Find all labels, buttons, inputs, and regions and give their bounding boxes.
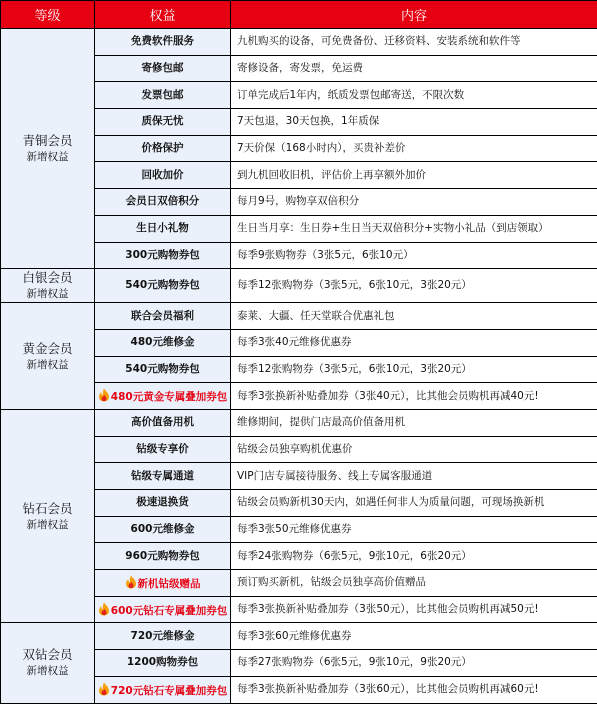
content-cell: 每季3张50元维修优惠券 [231,516,597,543]
benefit-cell [95,29,231,56]
content-cell: 泰莱、大疆、任天堂联合优惠礼包 [231,303,597,330]
tier-subtitle: 新增权益 [1,358,94,373]
content-cell: 到九机回收旧机，评估价上再享额外加价 [231,162,597,189]
fire-icon [98,602,110,616]
benefit-label: 质保无忧 [142,115,184,127]
content-cell: 每季24张购物券（6张5元，9张10元，6张20元） [231,543,597,570]
benefit-cell [95,650,231,677]
tier-name: 黄金会员 [1,340,94,358]
content-cell: 每季3张换新补贴叠加券（3张60元），比其他会员购机再减60元! [231,676,597,703]
benefit-cell [95,109,231,136]
benefit-label: 发票包邮 [142,89,184,101]
benefit-cell [95,543,231,570]
content-cell: 每季3张60元维修优惠券 [231,623,597,650]
benefit-label: 极速退换货 [136,496,189,508]
benefit-label: 回收加价 [142,169,184,181]
benefit-label: 生日小礼物 [136,222,189,234]
table-row [1,409,597,436]
table-row [1,623,597,650]
tier-name: 青铜会员 [1,132,94,150]
tier-name: 白银会员 [1,269,94,287]
benefit-label: 联合会员福利 [131,310,194,322]
benefit-cell [95,303,231,330]
fire-icon [125,575,137,589]
tier-name: 钻石会员 [1,500,94,518]
header-benefit: 权益 [95,1,231,29]
benefit-label: 480元黄金专属叠加券包 [111,391,227,403]
benefit-label: 300元购物券包 [125,249,199,261]
content-cell: 维修期间，提供门店最高价值备用机 [231,409,597,436]
benefit-label: 720元钻石专属叠加券包 [111,685,227,697]
benefit-label: 价格保护 [142,142,184,154]
header-content: 内容 [231,1,597,29]
benefit-cell [95,570,231,597]
content-cell: 每季12张购物券（3张5元，6张10元，3张20元） [231,269,597,303]
benefit-cell [95,215,231,242]
content-cell: 生日当月享：生日券+生日当天双倍积分+实物小礼品（到店领取） [231,215,597,242]
tier-level-cell [1,269,95,303]
tier-level-cell [1,409,95,623]
tier-subtitle: 新增权益 [1,664,94,679]
benefit-label: 钻级专属通道 [131,470,194,482]
benefit-label: 600元钻石专属叠加券包 [111,605,227,617]
tier-name: 双钻会员 [1,646,94,664]
content-cell: 寄修设备，寄发票，免运费 [231,55,597,82]
benefit-cell [95,242,231,269]
content-cell: 每季3张换新补贴叠加券（3张50元），比其他会员购机再减50元! [231,596,597,623]
table-row [1,303,597,330]
benefit-cell [95,463,231,490]
benefit-cell [95,676,231,703]
benefit-cell [95,55,231,82]
benefit-cell [95,516,231,543]
benefit-cell [95,329,231,356]
benefit-cell [95,269,231,303]
content-cell: 每季27张购物券（6张5元，9张10元，9张20元） [231,650,597,677]
benefit-cell [95,623,231,650]
content-cell: 九机购买的设备，可免费备份、迁移资料、安装系统和软件等 [231,29,597,56]
benefit-label: 960元购物券包 [125,550,199,562]
benefit-label: 600元维修金 [131,523,195,535]
benefit-label: 免费软件服务 [131,35,194,47]
tier-subtitle: 新增权益 [1,287,94,302]
benefit-label: 会员日双倍积分 [126,195,200,207]
benefit-label: 720元维修金 [131,630,195,642]
header-row [1,1,597,29]
content-cell: 钻级会员购新机30天内，如遇任何非人为质量问题，可现场换新机 [231,490,597,517]
content-cell: 每月9号，购物享双倍积分 [231,189,597,216]
benefit-label: 新机钻级赠品 [138,578,201,590]
table-row [1,29,597,56]
content-cell: 每季12张购物券（3张5元，6张10元，3张20元） [231,356,597,383]
tier-subtitle: 新增权益 [1,518,94,533]
tier-level-cell [1,29,95,269]
benefit-cell [95,409,231,436]
content-cell: VIP门店专属接待服务、线上专属客服通道 [231,463,597,490]
benefit-cell [95,82,231,109]
content-cell: 预订购买新机，钻级会员独享高价值赠品 [231,570,597,597]
content-cell: 订单完成后1年内，纸质发票包邮寄送，不限次数 [231,82,597,109]
benefit-cell [95,596,231,623]
table-body [1,29,597,704]
fire-icon [98,682,110,696]
table-row [1,269,597,303]
content-cell: 每季3张换新补贴叠加券（3张40元），比其他会员购机再减40元! [231,383,597,410]
benefit-label: 540元购物券包 [125,363,199,375]
benefit-cell [95,383,231,410]
benefit-label: 1200购物券包 [127,656,198,668]
benefit-cell [95,436,231,463]
benefit-label: 寄修包邮 [142,62,184,74]
benefit-cell [95,162,231,189]
benefit-cell [95,356,231,383]
header-level: 等级 [1,1,95,29]
content-cell: 7天包退，30天包换，1年质保 [231,109,597,136]
fire-icon [98,388,110,402]
benefit-label: 高价值备用机 [131,416,194,428]
content-cell: 钻级会员独享购机优惠价 [231,436,597,463]
benefit-cell [95,189,231,216]
content-cell: 7天价保（168小时内），买贵补差价 [231,135,597,162]
tier-level-cell [1,303,95,410]
benefit-label: 钻级专享价 [136,443,189,455]
benefit-cell [95,135,231,162]
content-cell: 每季3张40元维修优惠券 [231,329,597,356]
tier-level-cell [1,623,95,703]
tier-subtitle: 新增权益 [1,150,94,165]
benefit-cell [95,490,231,517]
benefit-label: 480元维修金 [131,336,195,348]
content-cell: 每季9张购物券（3张5元，6张10元） [231,242,597,269]
benefit-label: 540元购物券包 [125,279,199,291]
